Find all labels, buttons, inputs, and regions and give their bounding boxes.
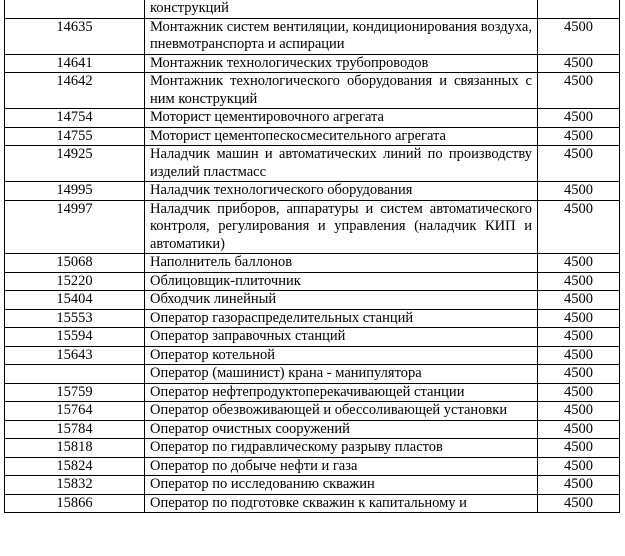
table-row (5, 494, 620, 513)
table-body (5, 0, 620, 513)
table-row (5, 291, 620, 310)
table-row (5, 309, 620, 328)
table-row (5, 346, 620, 365)
profession-code: 15220 (5, 272, 145, 291)
amount-value: 4500 (538, 383, 620, 402)
profession-code: 15404 (5, 291, 145, 310)
profession-title: Оператор заправочных станций (145, 328, 538, 347)
table-row (5, 146, 620, 182)
amount-value: 4500 (538, 54, 620, 73)
table-row (5, 109, 620, 128)
profession-title: Наладчик машин и автоматических линий по производству изделий пластмасс (145, 146, 538, 182)
amount-value: 4500 (538, 109, 620, 128)
table-row (5, 127, 620, 146)
amount-value: 4500 (538, 254, 620, 273)
table-row (5, 182, 620, 201)
amount-value: 4500 (538, 146, 620, 182)
profession-code: 14997 (5, 200, 145, 254)
table-row (5, 272, 620, 291)
profession-code: 15068 (5, 254, 145, 273)
amount-value: 4500 (538, 73, 620, 109)
profession-title: Оператор (машинист) крана - манипулятора (145, 365, 538, 384)
profession-code: 15784 (5, 420, 145, 439)
professions-table (4, 0, 620, 513)
profession-code (5, 0, 145, 18)
amount-value: 4500 (538, 476, 620, 495)
amount-value: 4500 (538, 494, 620, 513)
profession-code: 15824 (5, 457, 145, 476)
table-row (5, 365, 620, 384)
profession-title: Монтажник технологического оборудования и связанных с ним конструкций (145, 73, 538, 109)
amount-value: 4500 (538, 200, 620, 254)
profession-code: 15866 (5, 494, 145, 513)
profession-title: Оператор по добыче нефти и газа (145, 457, 538, 476)
profession-title: Оператор по подготовке скважин к капитальному и (145, 494, 538, 513)
amount-value: 4500 (538, 182, 620, 201)
table-row (5, 328, 620, 347)
profession-title: Оператор по гидравлическому разрыву пластов (145, 439, 538, 458)
amount-value: 4500 (538, 346, 620, 365)
table-row (5, 254, 620, 273)
table-row (5, 402, 620, 421)
table-row (5, 476, 620, 495)
profession-code: 14755 (5, 127, 145, 146)
amount-value: 4500 (538, 291, 620, 310)
profession-title: Моторист цементировочного агрегата (145, 109, 538, 128)
profession-title: Монтажник технологических трубопроводов (145, 54, 538, 73)
amount-value (538, 0, 620, 18)
amount-value: 4500 (538, 457, 620, 476)
amount-value: 4500 (538, 328, 620, 347)
amount-value: 4500 (538, 402, 620, 421)
table-row (5, 73, 620, 109)
profession-title: Оператор котельной (145, 346, 538, 365)
profession-code: 15643 (5, 346, 145, 365)
table-row (5, 383, 620, 402)
table-row (5, 54, 620, 73)
profession-title: Оператор по исследованию скважин (145, 476, 538, 495)
amount-value: 4500 (538, 18, 620, 54)
amount-value: 4500 (538, 127, 620, 146)
profession-code: 15818 (5, 439, 145, 458)
table-row (5, 457, 620, 476)
profession-code (5, 365, 145, 384)
profession-title: Оператор нефтепродуктоперекачивающей станции (145, 383, 538, 402)
amount-value: 4500 (538, 309, 620, 328)
profession-title: Наполнитель баллонов (145, 254, 538, 273)
amount-value: 4500 (538, 439, 620, 458)
profession-code: 14635 (5, 18, 145, 54)
profession-code: 14925 (5, 146, 145, 182)
profession-title: Оператор очистных сооружений (145, 420, 538, 439)
profession-title: Наладчик приборов, аппаратуры и систем автоматического контроля, регулирования и управления (наладчик КИП и автоматики) (145, 200, 538, 254)
table-row (5, 0, 620, 18)
profession-code: 15764 (5, 402, 145, 421)
amount-value: 4500 (538, 272, 620, 291)
table-row (5, 200, 620, 254)
profession-code: 14995 (5, 182, 145, 201)
profession-title: Оператор газораспределительных станций (145, 309, 538, 328)
profession-title: Наладчик технологического оборудования (145, 182, 538, 201)
profession-code: 15759 (5, 383, 145, 402)
profession-title: Обходчик линейный (145, 291, 538, 310)
profession-code: 14754 (5, 109, 145, 128)
table-row (5, 439, 620, 458)
amount-value: 4500 (538, 420, 620, 439)
profession-title: Моторист цементопескосмесительного агрегата (145, 127, 538, 146)
profession-title: Оператор обезвоживающей и обессоливающей установки (145, 402, 538, 421)
profession-title: Монтажник систем вентиляции, кондиционирования воздуха, пневмотранспорта и аспирации (145, 18, 538, 54)
table-row (5, 420, 620, 439)
profession-code: 15832 (5, 476, 145, 495)
profession-code: 14641 (5, 54, 145, 73)
profession-code: 15594 (5, 328, 145, 347)
profession-title: конструкций (145, 0, 538, 18)
profession-title: Облицовщик-плиточник (145, 272, 538, 291)
profession-code: 14642 (5, 73, 145, 109)
profession-code: 15553 (5, 309, 145, 328)
table-row (5, 18, 620, 54)
amount-value: 4500 (538, 365, 620, 384)
